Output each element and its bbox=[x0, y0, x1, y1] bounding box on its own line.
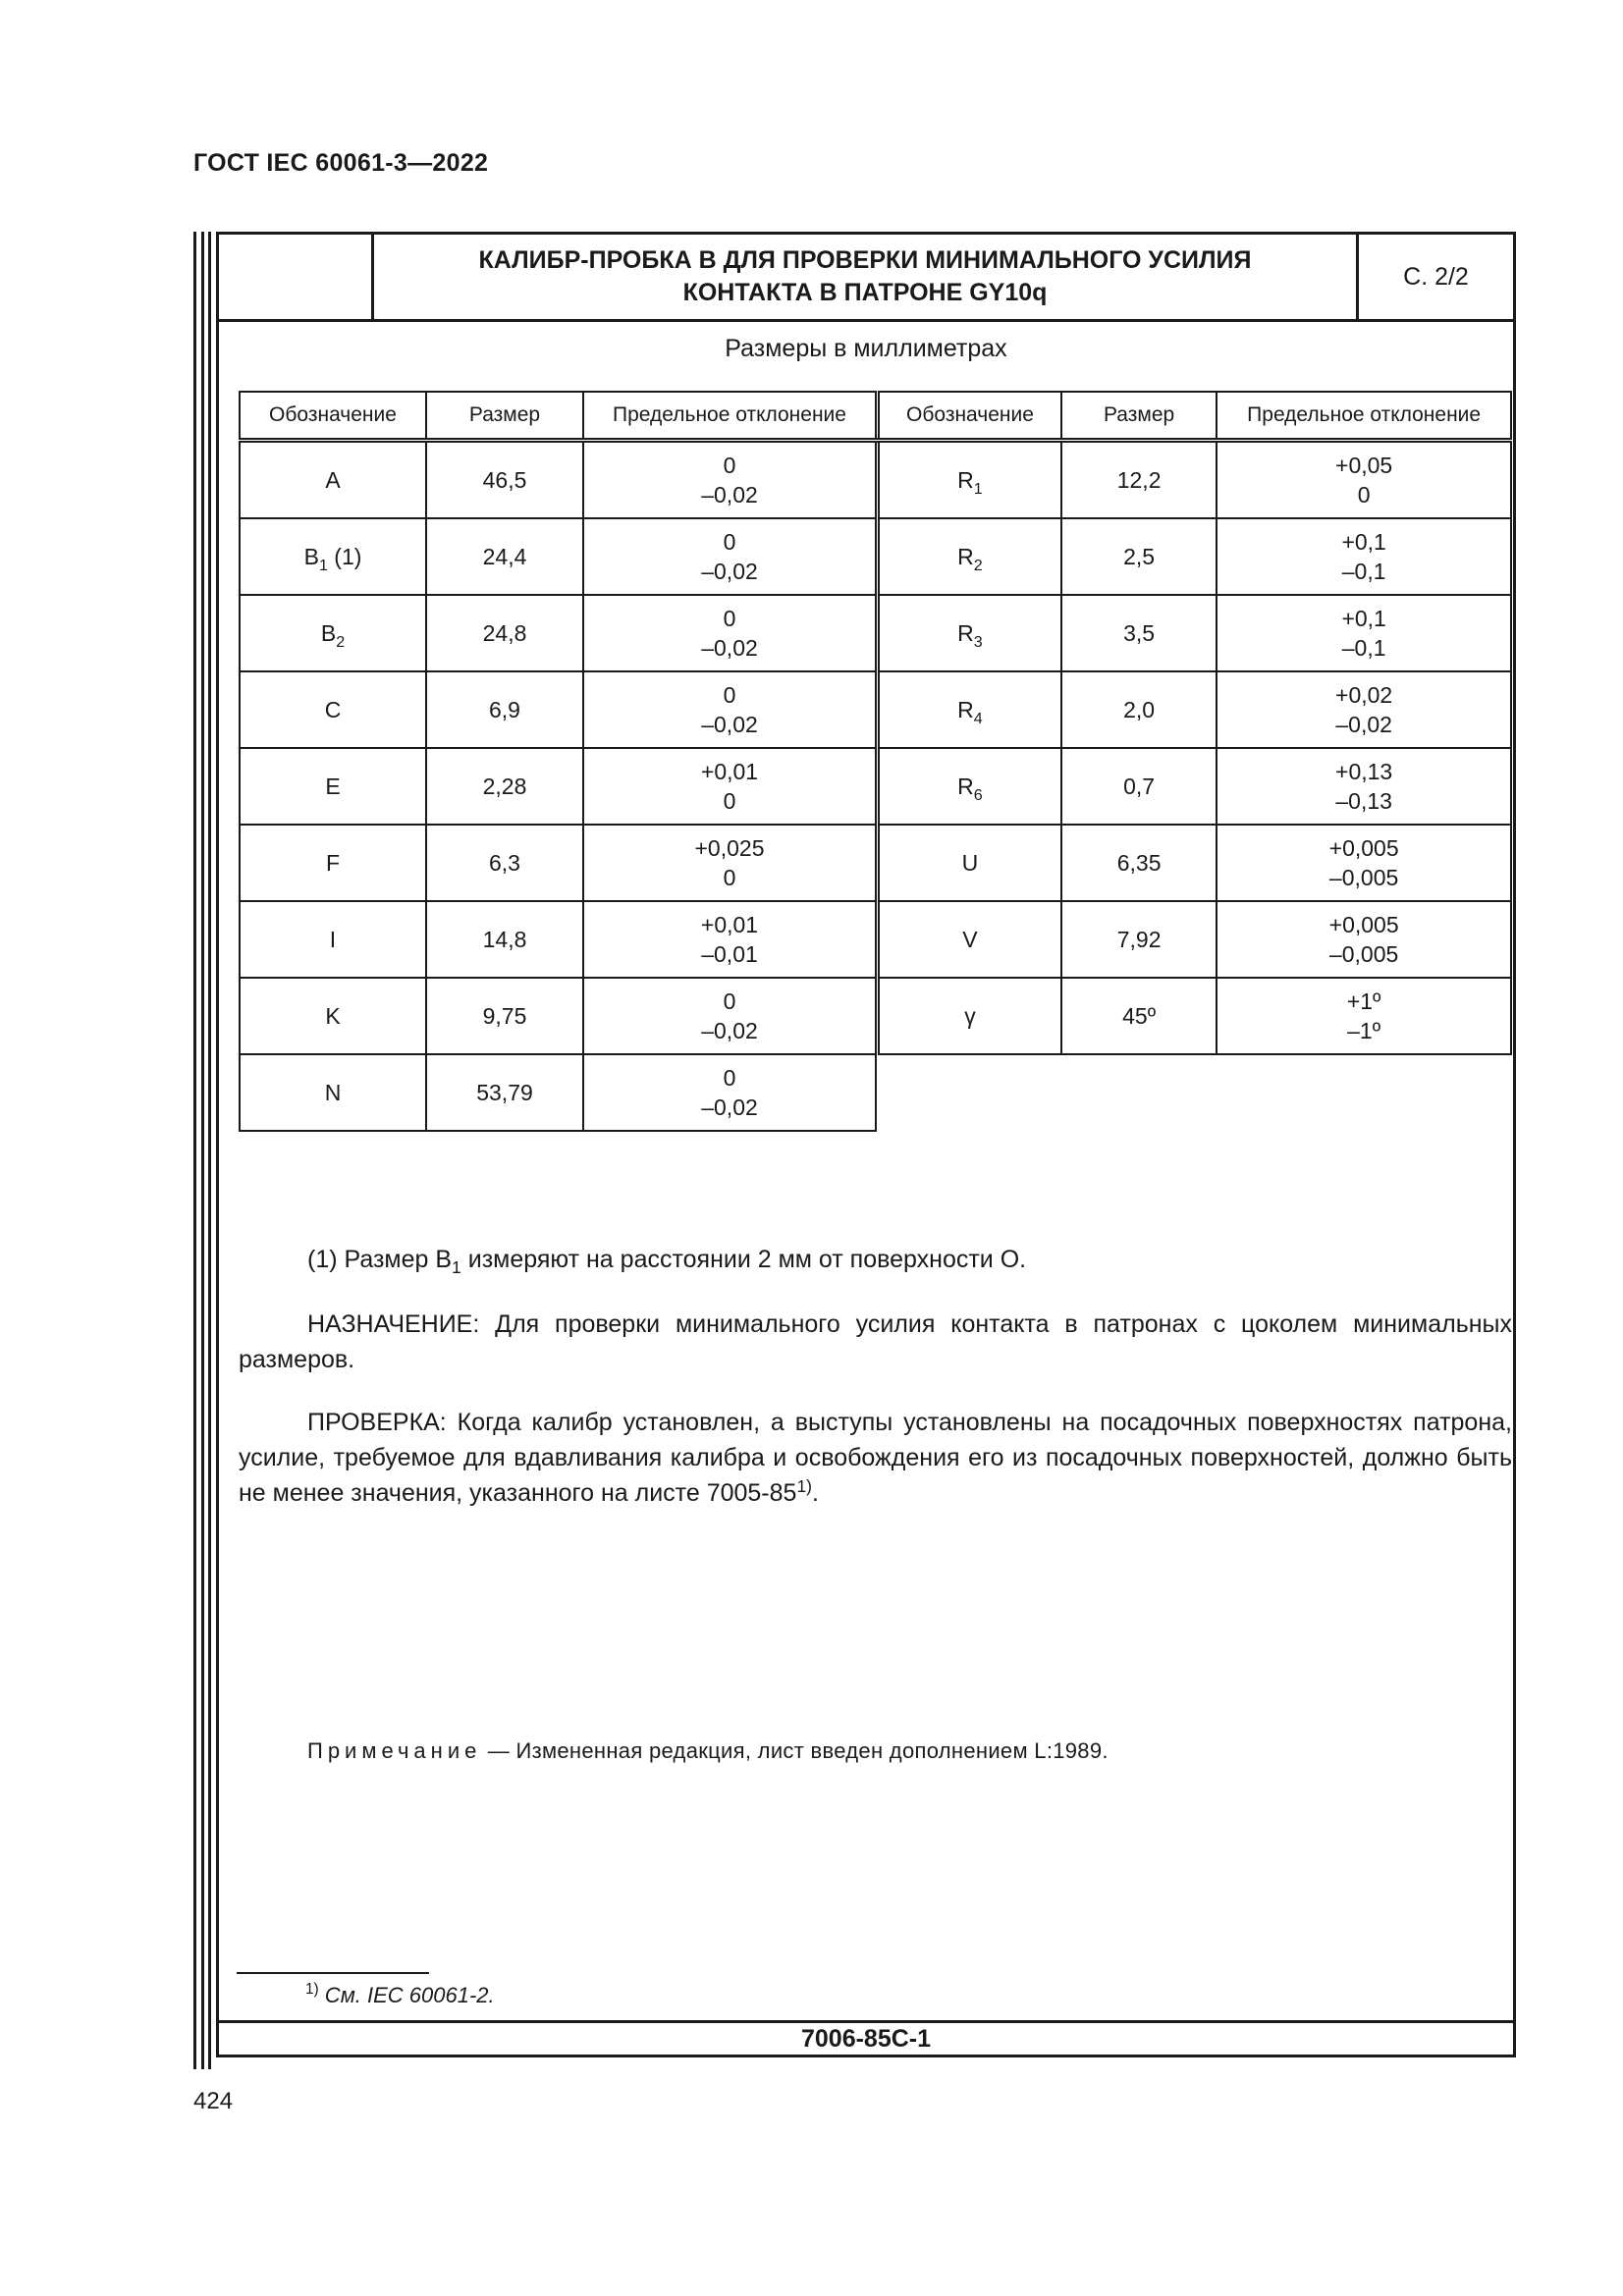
table-row bbox=[240, 978, 876, 1054]
table-row bbox=[878, 671, 1512, 748]
table-row bbox=[240, 441, 876, 519]
cell-size: 6,3 bbox=[426, 825, 583, 901]
check-paragraph: ПРОВЕРКА: Когда калибр установлен, а выступы установлены на посадочных поверхностях патрона, усилие, требуемое для вдавливания калибра и освобождения его из посадочных поверхностей, должно быть не менее значения, указанного на листе 7005-85$^{1)}$. bbox=[239, 1409, 1512, 1507]
cell-size: 6,35 bbox=[1061, 825, 1217, 901]
data-sheet bbox=[216, 232, 1516, 2057]
note-b1: (1) Размер $B_1$ измеряют на расстоянии 2 мм от поверхности O. bbox=[307, 1246, 1027, 1277]
table-row bbox=[878, 441, 1512, 519]
cell-symbol: A bbox=[240, 441, 426, 519]
cell-tolerance: +0,1 –0,1 bbox=[1217, 518, 1511, 595]
table-row bbox=[240, 825, 876, 901]
cell-tolerance: +0,05 0 bbox=[1217, 441, 1511, 519]
cell-tolerance: 0 –0,02 bbox=[583, 978, 876, 1054]
column-header-symbol: Обозначение bbox=[878, 392, 1061, 441]
footnote-rule bbox=[237, 1972, 429, 1974]
document-code: ГОСТ IEC 60061-3—2022 bbox=[193, 149, 489, 177]
cell-symbol: C bbox=[240, 671, 426, 748]
table-row bbox=[878, 901, 1512, 978]
cell-size: 3,5 bbox=[1061, 595, 1217, 671]
cell-size: 2,0 bbox=[1061, 671, 1217, 748]
cell-symbol: N bbox=[240, 1054, 426, 1131]
cell-tolerance: 0 –0,02 bbox=[583, 518, 876, 595]
cell-size: 12,2 bbox=[1061, 441, 1217, 519]
sheet-number: 7006-85C-1 bbox=[219, 2020, 1513, 2057]
title-blank-cell bbox=[219, 235, 374, 319]
binding-line bbox=[208, 232, 211, 2069]
cell-tolerance: +0,13 –0,13 bbox=[1217, 748, 1511, 825]
cell-tolerance: +0,01 –0,01 bbox=[583, 901, 876, 978]
cell-size: 0,7 bbox=[1061, 748, 1217, 825]
cell-symbol: U bbox=[878, 825, 1061, 901]
table-row bbox=[240, 901, 876, 978]
dimensions-table-right bbox=[875, 391, 1512, 1055]
cell-size: 53,79 bbox=[426, 1054, 583, 1131]
cell-symbol: $R_3$ bbox=[878, 595, 1061, 671]
cell-tolerance: 0 –0,02 bbox=[583, 671, 876, 748]
sheet-page-label: С. 2/2 bbox=[1403, 262, 1469, 291]
binding-line bbox=[193, 232, 196, 2069]
cell-symbol: V bbox=[878, 901, 1061, 978]
cell-symbol: γ bbox=[878, 978, 1061, 1054]
table-row bbox=[240, 671, 876, 748]
cell-tolerance: +0,005 –0,005 bbox=[1217, 901, 1511, 978]
purpose-paragraph: НАЗНАЧЕНИЕ: Для проверки минимального усилия контакта в патронах с цоколем минимальных размеров. bbox=[239, 1310, 1512, 1373]
table-row bbox=[878, 595, 1512, 671]
cell-size: 24,8 bbox=[426, 595, 583, 671]
cell-tolerance: +1º –1º bbox=[1217, 978, 1511, 1054]
table-row bbox=[240, 1054, 876, 1131]
table-header-row bbox=[878, 392, 1512, 441]
cell-size: 2,5 bbox=[1061, 518, 1217, 595]
cell-symbol: $R_1$ bbox=[878, 441, 1061, 519]
cell-tolerance: 0 –0,02 bbox=[583, 441, 876, 519]
table-header-row bbox=[240, 392, 876, 441]
sheet-title-row bbox=[219, 235, 1513, 322]
cell-tolerance: +0,01 0 bbox=[583, 748, 876, 825]
cell-tolerance: +0,025 0 bbox=[583, 825, 876, 901]
column-header-symbol: Обозначение bbox=[240, 392, 426, 441]
table-row bbox=[240, 595, 876, 671]
page-number: 424 bbox=[193, 2088, 234, 2114]
cell-tolerance: +0,005 –0,005 bbox=[1217, 825, 1511, 901]
cell-size: 9,75 bbox=[426, 978, 583, 1054]
column-header-tolerance: Предельное отклонение bbox=[583, 392, 876, 441]
note: Примечание — Измененная редакция, лист введен дополнением L:1989. bbox=[307, 1738, 1109, 1763]
footnote: $^{1)}$ См. IEC 60061-2. bbox=[305, 1981, 495, 2007]
cell-size: 24,4 bbox=[426, 518, 583, 595]
units-caption: Размеры в миллиметрах bbox=[725, 335, 1007, 362]
cell-symbol: $R_4$ bbox=[878, 671, 1061, 748]
cell-tolerance: +0,02 –0,02 bbox=[1217, 671, 1511, 748]
dimensions-table bbox=[239, 391, 1512, 1215]
table-row bbox=[878, 825, 1512, 901]
column-header-size: Размер bbox=[426, 392, 583, 441]
table-row bbox=[240, 748, 876, 825]
table-row bbox=[878, 978, 1512, 1054]
table-row bbox=[878, 518, 1512, 595]
cell-symbol: $R_6$ bbox=[878, 748, 1061, 825]
sheet-title: КАЛИБР-ПРОБКА В ДЛЯ ПРОВЕРКИ МИНИМАЛЬНОГО УСИЛИЯ КОНТАКТА В ПАТРОНЕ GY10q bbox=[374, 235, 1359, 319]
cell-size: 7,92 bbox=[1061, 901, 1217, 978]
cell-tolerance: 0 –0,02 bbox=[583, 1054, 876, 1131]
cell-symbol: $R_2$ bbox=[878, 518, 1061, 595]
cell-symbol: F bbox=[240, 825, 426, 901]
cell-tolerance: 0 –0,02 bbox=[583, 595, 876, 671]
cell-size: 46,5 bbox=[426, 441, 583, 519]
column-header-tolerance: Предельное отклонение bbox=[1217, 392, 1511, 441]
cell-symbol: K bbox=[240, 978, 426, 1054]
cell-symbol: E bbox=[240, 748, 426, 825]
cell-size: 14,8 bbox=[426, 901, 583, 978]
table-row bbox=[878, 748, 1512, 825]
binding-line bbox=[201, 232, 204, 2069]
cell-size: 45º bbox=[1061, 978, 1217, 1054]
cell-size: 2,28 bbox=[426, 748, 583, 825]
table-row bbox=[240, 518, 876, 595]
dimensions-table-left bbox=[239, 391, 877, 1132]
cell-size: 6,9 bbox=[426, 671, 583, 748]
cell-symbol: I bbox=[240, 901, 426, 978]
column-header-size: Размер bbox=[1061, 392, 1217, 441]
cell-tolerance: +0,1 –0,1 bbox=[1217, 595, 1511, 671]
cell-symbol: $B_2$ bbox=[240, 595, 426, 671]
cell-symbol: $B_1$ (1) bbox=[240, 518, 426, 595]
